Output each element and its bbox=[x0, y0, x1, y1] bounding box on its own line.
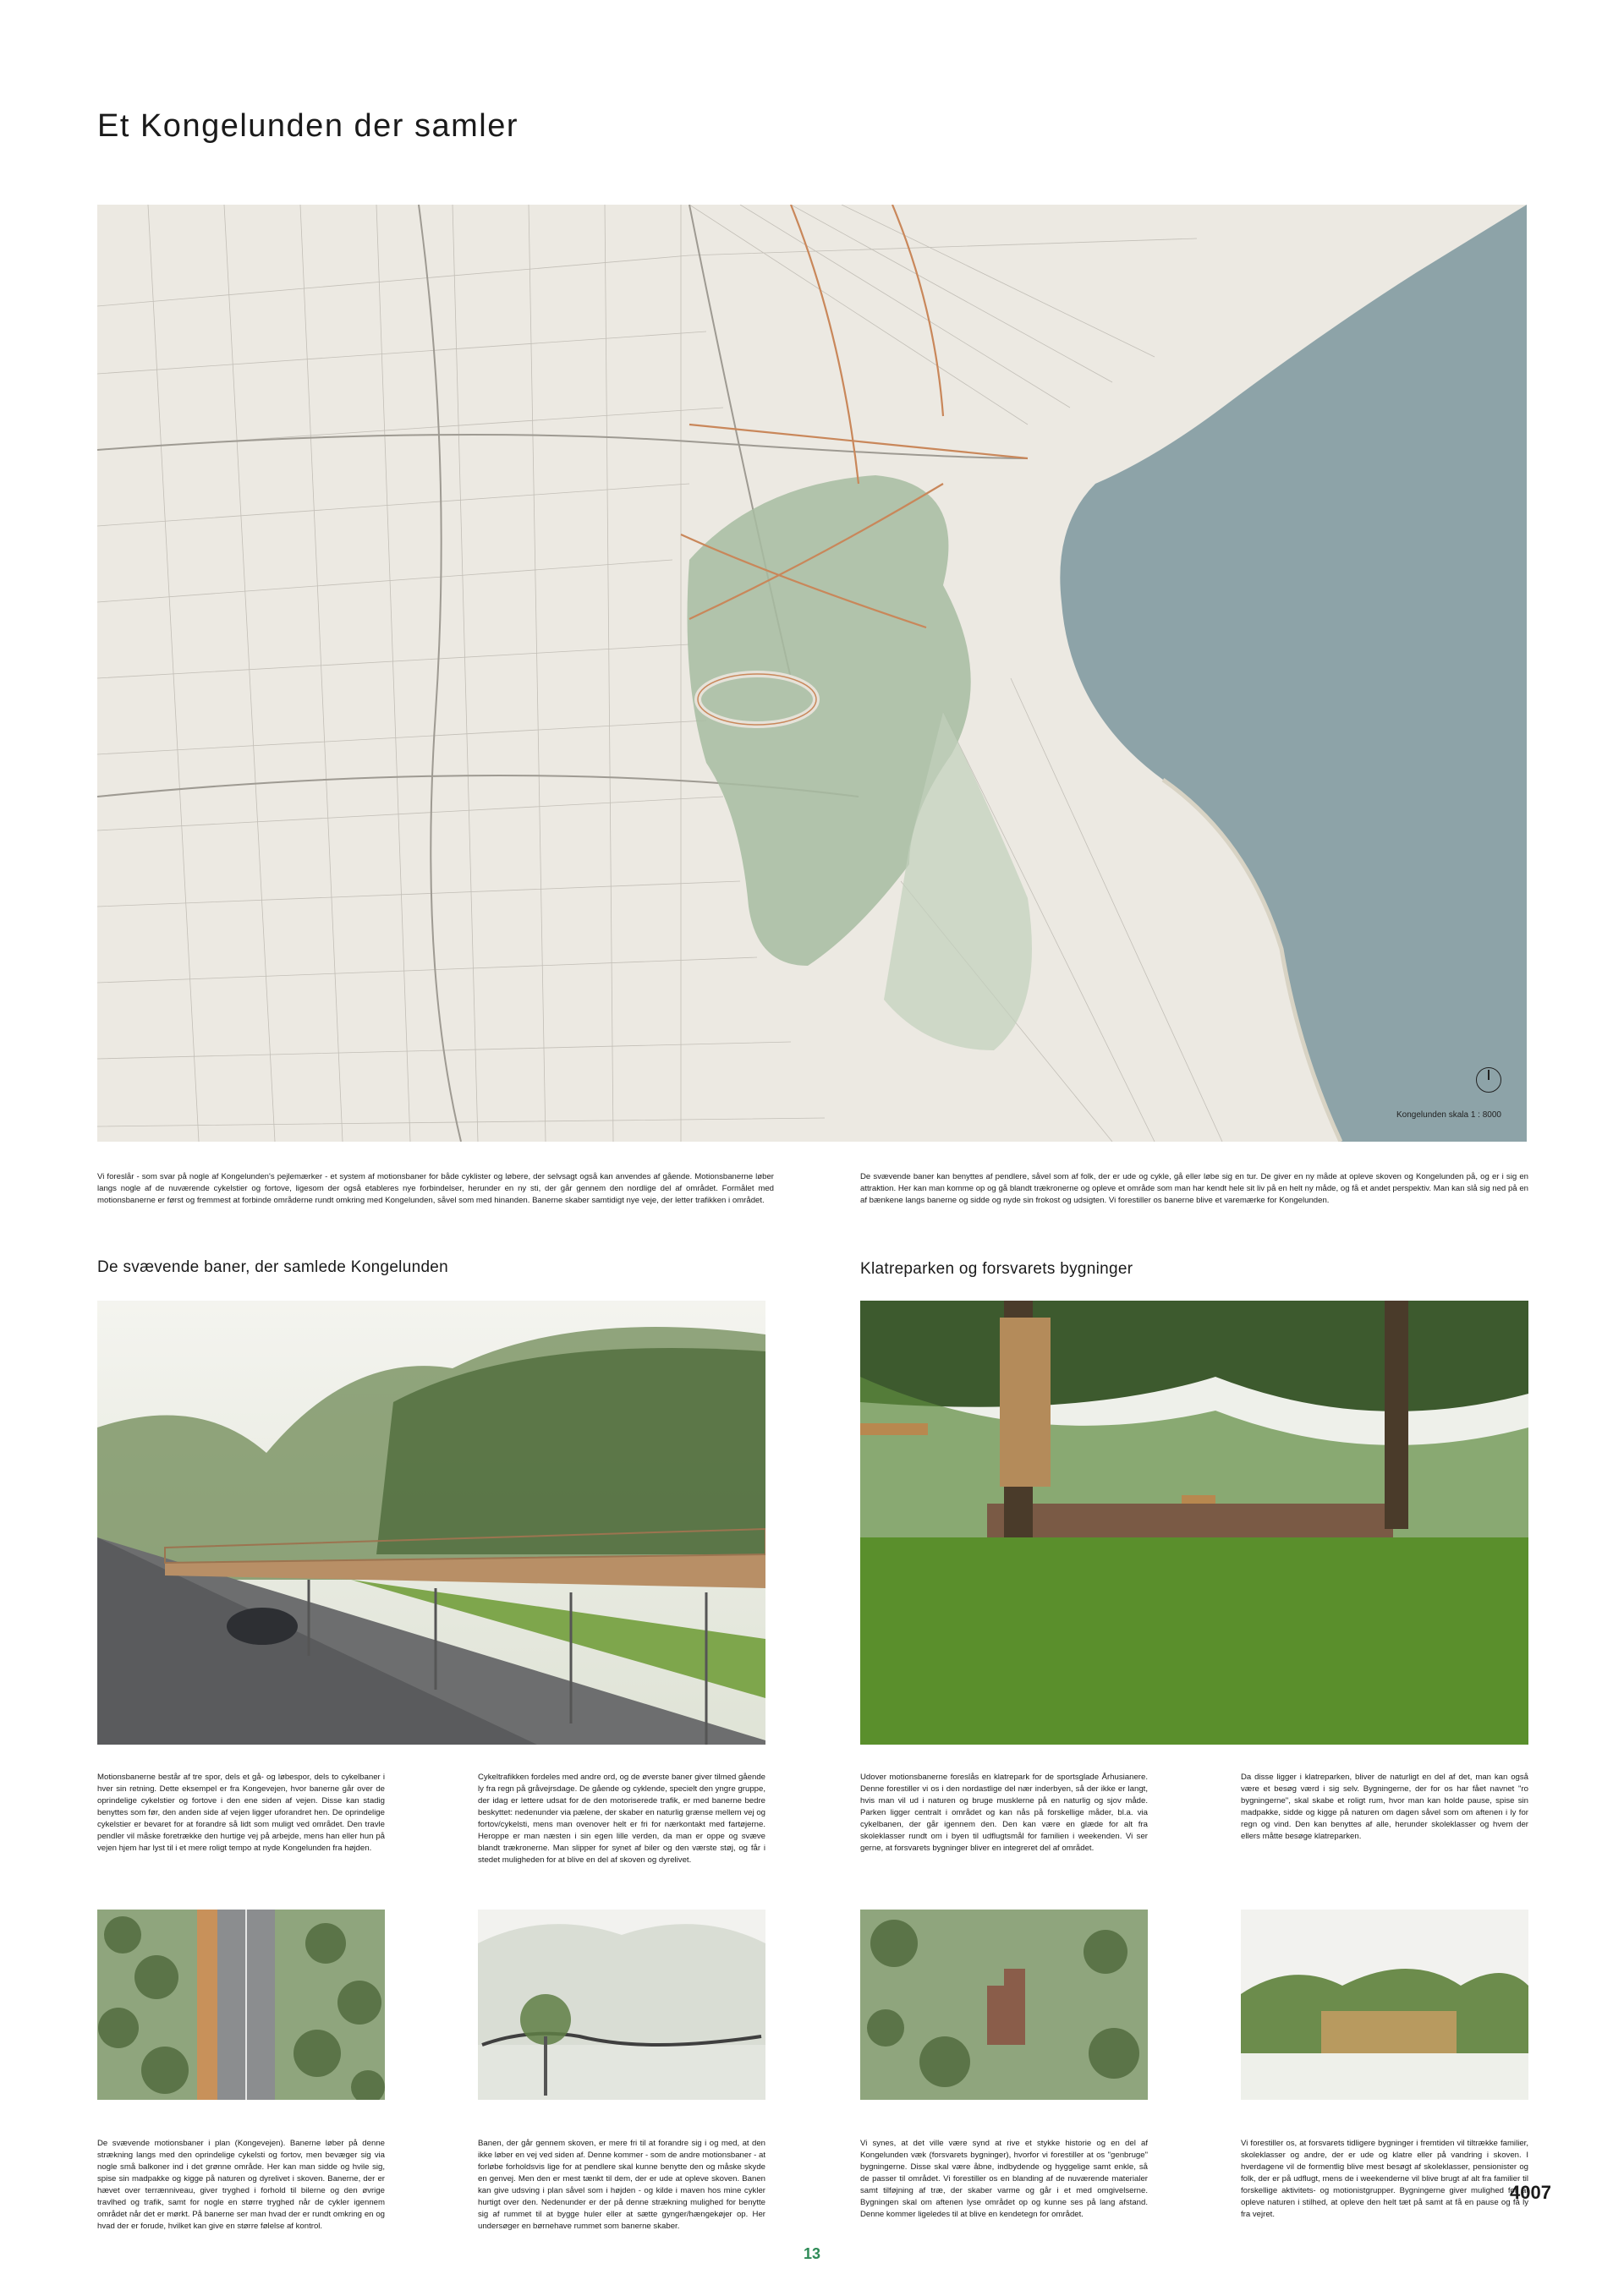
thumbnail-plan-buildings bbox=[860, 1910, 1148, 2100]
text-col-1: Motionsbanerne består af tre spor, dels et gå- og løbespor, dels to cykelbaner i hver sin retning. Dette eksempel er fra Kongevejen, hvor banerne går over de oprindelige cykelstier og fortove i den ene siden af vejen. Disse kan stadig benyttes som før, den anden side af vejen ligger uforandret hen. De oprindelige cykelstier er bevaret for at forandre så lidt som muligt ved området. Den travle pendler vil måske foretrække den hurtige vej på arbejde, mens han eller hun på vejen hjem har lyst til i et mere roligt tempo at nyde Kongelunden fra højden. bbox=[97, 1773, 385, 1853]
text-col-2: Cykeltrafikken fordeles med andre ord, og de øverste baner giver tilmed gående ly fra regn på gråvejrsdage. De gående og cyklende, specielt den yngre gruppe, der idag er lettere udsat for de den motoriserede trafik, er med banerne bedre beskyttet: nedenunder via pælene, der skaber en naturlig grænse mellem vej og fortov/cykelsti, mens man ovenover helt er fri for nærkontakt med fartøjerne. Heroppe er man næsten i sin egen lille verden, da man er oppe og svæve blandt trækronerne. Man slipper for synet af biler og den værste støj, og får i stedet muligheden for at blive en del af skoven og dyrelivet. bbox=[478, 1773, 765, 1865]
caption-col-3: Vi synes, at det ville være synd at rive et stykke historie og en del af Kongelunden væk (forsvarets bygninger), hvorfor vi forestiller at os "genbruge" bygningerne. Disse skal være åbne, indbydende og hyggelige samt enkle, så de passer til området. Vi forestiller os en blanding af de nuværende materialer samt tilføjning af træ, der skaber varme og går i et med omgivelserne. Bygningen skal om aftenen lyse området op og kunne ses på lang afstand. Denne kommer ligeledes til at blive en kendetegn for området. bbox=[860, 2139, 1148, 2219]
section-heading-left: De svævende baner, der samlede Kongelunden bbox=[97, 1258, 449, 1276]
text-col-4: Da disse ligger i klatreparken, bliver de naturligt en del af det, man kan også være et besøg værd i sig selv. Bygningerne, der for os har fået navnet "ro bygningerne", skal skabe et roligt rum, hvor man kan holde pause, spise sin madpakke, sidde og kigge på naturen om dagen såvel som om aftenen i ly for regn og vind. Den kan benyttes af alle, herunder skoleklasser og hvem der ellers måtte besøge klatreparken. bbox=[1241, 1773, 1528, 1841]
map-drawing bbox=[97, 205, 1527, 1142]
intro-text-right: De svævende baner kan benyttes af pendlere, såvel som af folk, der er ude og cykle, gå eller løbe sig en tur. De giver en ny måde at opleve skoven og Kongelunden på, og er i sig en attraktion. Her kan man komme op og gå blandt trækronerne og opleve et område som man har kendt hele sit liv på en helt ny måde, og få et andet perspektiv. Man kan slå sig ned på en af bænkene langs banerne og sidde og nyde sin frokost og udsigten. Vi forestiller os banerne blive et varemærke for Kongelunden. bbox=[860, 1172, 1528, 1205]
north-arrow-icon bbox=[1476, 1067, 1501, 1093]
render-elevated-path bbox=[97, 1301, 765, 1745]
thumbnail-building-elevation bbox=[1241, 1910, 1528, 2100]
caption-col-1: De svævende motionsbaner i plan (Kongevejen). Banerne løber på denne strækning langs med den oprindelige cykelsti og fortov, men bevæger sig via nogle små balkoner ind i det grønne område. Her kan man sidde og hvile sig, spise sin madpakke og kigge på naturen og dyrelivet i skoven. Banerne, der er hævet over terrænniveau, giver tryghed i forhold til bilerne og den øvrige travlhed og trafik, samt for nogle en større tryghed når de cykler igennem området når det er mørkt. På banerne ser man hvad der er rundt omkring en og hvad der er forude, hvilket kan give en større følelse af kontrol. bbox=[97, 2139, 385, 2231]
caption-col-2: Banen, der går gennem skoven, er mere fri til at forandre sig i og med, at den ikke løber en vej ved siden af. Denne kommer - som de andre motionsbaner - at forløbe forholdsvis lige for at pendlere skal kunne benytte den og måske skyde en genvej. Men den er mest tænkt til dem, der er ude at opleve skoven. Banen kan give udsving i plan såvel som i højden - og kilde i maven hos mine cykler hurtigt over den. Nedenunder er der på denne strækning mulighed for benytte sig af rummet til at bygge huler eller at sætte gynger/hængekøjer op. Her undersøger en børnehave rummet som banerne skaber. bbox=[478, 2139, 765, 2231]
thumbnail-plan-kongevejen bbox=[97, 1910, 385, 2100]
caption-col-4: Vi forestiller os, at forsvarets tidligere bygninger i fremtiden vil tiltrække familier, skoleklasser og andre, der er ude og klatre eller på vandring i skoven. I hverdagene vil de formentlig blive mest besøgt af skoleklasser, pensionister og folk, der er på udflugt, mens de i weekenderne vil blive brugt af alt fra familier til forskellige aktivitets- og motionistgrupper. Bygningerne giver mulighed for at opleve naturen i stilhed, at opleve den helt tæt på samt at få en pause og få ly fra vejret. bbox=[1241, 2139, 1528, 2219]
thumbnail-forest-path bbox=[478, 1910, 765, 2100]
render-climbing-park bbox=[860, 1301, 1528, 1745]
site-map bbox=[97, 205, 1527, 1142]
page-title: Et Kongelunden der samler bbox=[97, 108, 519, 144]
section-heading-right: Klatreparken og forsvarets bygninger bbox=[860, 1260, 1133, 1278]
intro-text-left: Vi foreslår - som svar på nogle af Kongelunden's pejlemærker - et system af motionsbaner for både cyklister og løbere, der selvsagt også kan anvendes af gående. Motionsbanerne løber langs nogle af de nuværende cykelstier og fortove, ligesom der også etableres nye forbindelser, herunder en ny sti, der går gennem den nordlige del af området. Formålet med motionsbanerne er først og fremmest at forbinde områderne rundt omkring med Kongelunden, såvel som med hinanden. Banerne skaber samtidigt nye veje, der letter trafikken i området. bbox=[97, 1172, 774, 1205]
text-col-3: Udover motionsbanerne foreslås en klatrepark for de sportsglade Århusianere. Denne forestiller vi os i den nordastlige del nær inderbyen, så der ikke er langt, hvis man vil ud i naturen og bruge musklerne på en naturlig og sjov måde. Parken ligger centralt i området og kan nås på forskellige måder, bl.a. via cykelbanen, der går igennem den. Den kan være en glæde for alt fra skoleklasser rundt om i byen til udflugtsmål for familien i weekenden. Vi ser gerne, at forsvarets bygninger bliver en integreret del af området. bbox=[860, 1773, 1148, 1853]
page-number: 13 bbox=[804, 2245, 821, 2262]
map-scale-label: Kongelunden skala 1 : 8000 bbox=[1396, 1110, 1501, 1120]
entry-number: 4007 bbox=[1510, 2182, 1551, 2203]
